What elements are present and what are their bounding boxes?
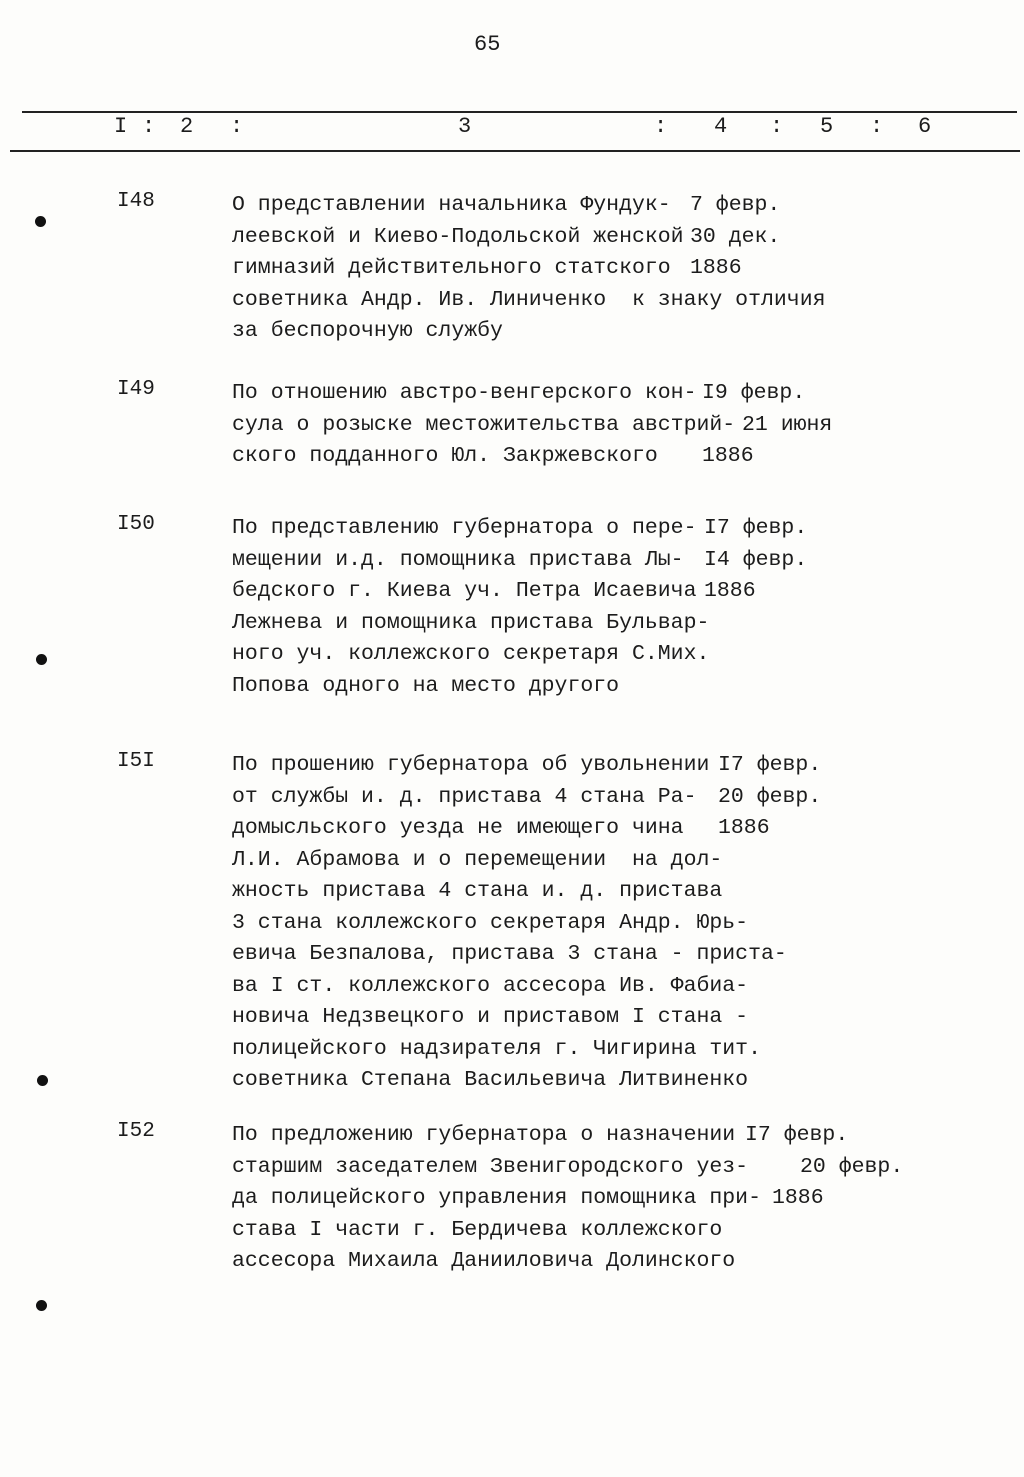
entry-date: 1886	[704, 579, 756, 603]
entry-date: I7 февр.	[718, 753, 822, 777]
description-line: от службы и. д. пристава 4 стана Ра-	[232, 784, 697, 809]
entry-date: I7 февр.	[704, 516, 808, 540]
header-top-rule	[22, 111, 1017, 113]
entry-description	[232, 378, 735, 473]
entry-number: I52	[117, 1120, 155, 1143]
entry-date: 1886	[772, 1186, 824, 1210]
entry-date: I7 февр.	[745, 1123, 849, 1147]
column-2: 2	[180, 114, 194, 139]
entry-description	[232, 513, 709, 702]
description-line: ва I ст. коллежского ассесора Ив. Фабиа-	[232, 973, 749, 998]
entry-description	[232, 1120, 761, 1278]
description-line: мещении и.д. помощника пристава Лы-	[232, 547, 684, 572]
description-line: полицейского надзирателя г. Чигирина тит.	[232, 1036, 761, 1061]
description-line: сула о розыске местожительства австрий-	[232, 412, 736, 437]
entry-date: 7 февр.	[690, 193, 781, 217]
description-line: става I части г. Бердичева коллежского	[232, 1217, 723, 1242]
punch-hole	[37, 1075, 48, 1086]
column-sep: :	[142, 114, 156, 139]
entry-date: 21 июня	[742, 412, 833, 437]
page-number: 65	[474, 32, 501, 57]
description-line: По прошению губернатора об увольнении	[232, 753, 710, 777]
entry-date: I9 февр.	[702, 381, 806, 405]
description-line: новича Недзвецкого и приставом I стана -	[232, 1005, 749, 1029]
description-line: домысльского уезда не имеющего чина	[232, 816, 684, 840]
entry-date: 1886	[702, 444, 754, 468]
column-sep: :	[230, 114, 244, 139]
description-line: О представлении начальника Фундук-	[232, 193, 671, 217]
column-4: 4	[714, 114, 728, 139]
punch-hole	[36, 654, 47, 665]
entry-number: I5I	[117, 750, 155, 773]
column-3: 3	[458, 114, 472, 139]
description-line: Лежнева и помощника пристава Бульвар-	[232, 610, 710, 635]
header-bottom-rule	[10, 150, 1020, 152]
entry-date: 20 февр.	[800, 1154, 904, 1179]
description-line: бедского г. Киева уч. Петра Исаевича	[232, 579, 697, 603]
entry-date: I4 февр.	[704, 547, 808, 572]
entry-date: 1886	[690, 256, 742, 280]
description-line: По отношению австро-венгерского кон-	[232, 381, 697, 405]
entry-date: 30 дек.	[690, 224, 781, 249]
description-line: леевской и Киево-Подольской женской	[232, 224, 684, 249]
description-line: Попова одного на место другого	[232, 673, 620, 698]
column-sep: :	[654, 114, 668, 139]
description-line: ского подданного Юл. Закржевского	[232, 444, 658, 468]
description-line: Л.И. Абрамова и о перемещении на дол-	[232, 847, 723, 872]
description-line: советника Степана Васильевича Литвиненко	[232, 1068, 749, 1092]
description-line: да полицейского управления помощника при-	[232, 1186, 761, 1210]
entry-description	[232, 750, 787, 1097]
description-line: за беспорочную службу	[232, 319, 503, 343]
column-5: 5	[820, 114, 834, 139]
entry-number: I49	[117, 378, 155, 401]
description-line: советника Андр. Ив. Линиченко к знаку отличия	[232, 287, 826, 312]
description-line: ассесора Михаила Данииловича Долинского	[232, 1249, 736, 1273]
description-line: По предложению губернатора о назначении	[232, 1123, 736, 1147]
entry-number: I48	[117, 190, 155, 213]
entry-date: 1886	[718, 816, 770, 840]
column-6: 6	[918, 114, 932, 139]
entry-number: I50	[117, 513, 155, 536]
description-line: гимназий действительного статского	[232, 256, 671, 280]
column-sep: :	[770, 114, 784, 139]
punch-hole	[35, 216, 46, 227]
description-line: По представлению губернатора о пере-	[232, 516, 697, 540]
description-line: старшим заседателем Звенигородского уез-	[232, 1154, 749, 1179]
description-line: 3 стана коллежского секретаря Андр. Юрь-	[232, 910, 749, 935]
description-line: ного уч. коллежского секретаря С.Мих.	[232, 642, 710, 666]
column-sep: :	[870, 114, 884, 139]
description-line: жность пристава 4 стана и. д. пристава	[232, 879, 723, 903]
column-1: I	[114, 114, 128, 139]
punch-hole	[36, 1300, 47, 1311]
entry-date: 20 февр.	[718, 784, 822, 809]
description-line: евича Безпалова, пристава 3 стана - приста-	[232, 942, 787, 966]
